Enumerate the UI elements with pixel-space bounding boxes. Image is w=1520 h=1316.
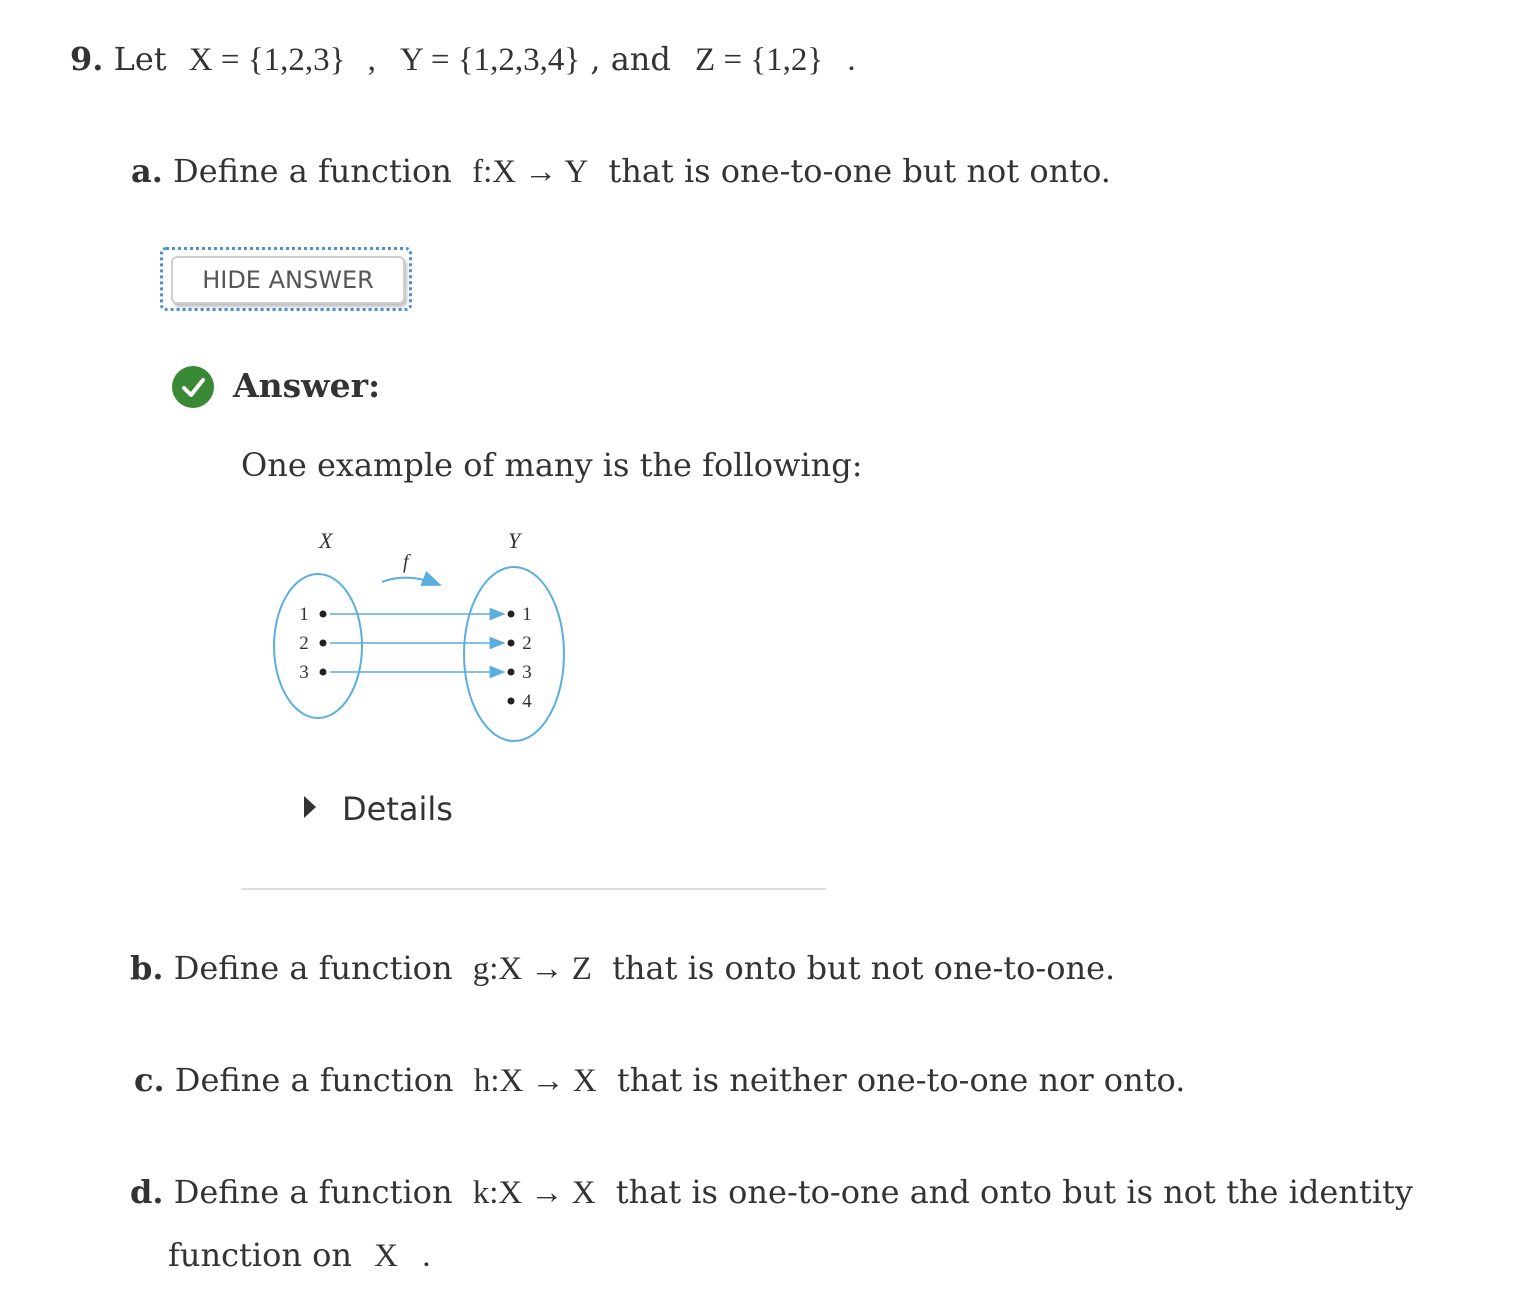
- codomain-ellipse: [464, 567, 564, 741]
- details-toggle[interactable]: [304, 790, 453, 828]
- part-a-label: a.: [131, 152, 163, 190]
- domain-element-label: 1: [299, 604, 309, 625]
- part-b-prefix: Define a function: [173, 949, 453, 987]
- part-d-line2-math: X: [374, 1238, 399, 1274]
- details-label: Details: [342, 790, 453, 828]
- domain-ellipse: [274, 574, 362, 718]
- part-d: [130, 1173, 1413, 1212]
- domain-element-label: 3: [299, 662, 309, 683]
- part-b-label: b.: [130, 949, 164, 987]
- domain-element-label: 2: [299, 633, 309, 654]
- part-d-line2-end: .: [422, 1238, 431, 1274]
- hide-answer-focus-ring: [160, 247, 412, 311]
- mapping-diagram: [262, 520, 582, 755]
- codomain-element-label: 2: [522, 633, 532, 654]
- codomain-element-dot: [508, 669, 515, 676]
- part-c-label: c.: [134, 1061, 165, 1099]
- part-c-prefix: Define a function: [174, 1061, 454, 1099]
- part-c-suffix: that is neither one-to-one nor onto.: [616, 1061, 1186, 1099]
- set-z: Z = {1,2}: [695, 42, 824, 78]
- comma: ,: [367, 42, 376, 78]
- domain-element-dot: [320, 640, 327, 647]
- part-a: [131, 152, 1111, 191]
- part-a-prefix: Define a function: [173, 152, 452, 190]
- part-b: [130, 949, 1115, 988]
- codomain-element-label: 1: [522, 604, 532, 625]
- part-b-suffix: that is onto but not one-to-one.: [612, 949, 1116, 987]
- answer-divider: [241, 888, 826, 890]
- question-header: [70, 40, 856, 79]
- part-a-math: f:X → Y: [472, 154, 589, 190]
- question-number: 9.: [70, 40, 104, 78]
- domain-element-dot: [320, 611, 327, 618]
- check-icon: [172, 366, 214, 408]
- hide-answer-button[interactable]: HIDE ANSWER: [171, 256, 405, 304]
- part-d-line2-text: function on: [168, 1236, 352, 1274]
- codomain-element-label: 4: [522, 691, 532, 712]
- part-d-line2: [168, 1236, 430, 1275]
- answer-label: Answer:: [233, 366, 381, 405]
- part-a-suffix: that is one-to-one but not onto.: [608, 152, 1111, 190]
- set-x: X = {1,2,3}: [188, 42, 346, 78]
- codomain-element-dot: [508, 698, 515, 705]
- part-c: [134, 1061, 1185, 1100]
- part-d-suffix: that is one-to-one and onto but is not the identity: [615, 1173, 1413, 1211]
- part-d-prefix: Define a function: [173, 1173, 453, 1211]
- function-label: f: [403, 551, 409, 573]
- and-text: , and: [590, 40, 671, 78]
- period: .: [847, 42, 856, 78]
- part-d-math: k:X → X: [472, 1175, 596, 1211]
- set-y: Y = {1,2,3,4}: [400, 42, 581, 78]
- codomain-element-dot: [508, 640, 515, 647]
- domain-element-dot: [320, 669, 327, 676]
- codomain-element-dot: [508, 611, 515, 618]
- part-c-math: h:X → X: [473, 1063, 597, 1099]
- part-d-label: d.: [130, 1173, 164, 1211]
- codomain-label: Y: [508, 528, 521, 553]
- answer-intro: One example of many is the following:: [241, 446, 863, 484]
- function-arrow: [382, 578, 440, 585]
- part-b-math: g:X → Z: [472, 951, 592, 987]
- disclosure-triangle-icon: [304, 796, 316, 818]
- question-lead: Let: [113, 40, 167, 78]
- codomain-element-label: 3: [522, 662, 532, 683]
- domain-label: X: [319, 528, 333, 553]
